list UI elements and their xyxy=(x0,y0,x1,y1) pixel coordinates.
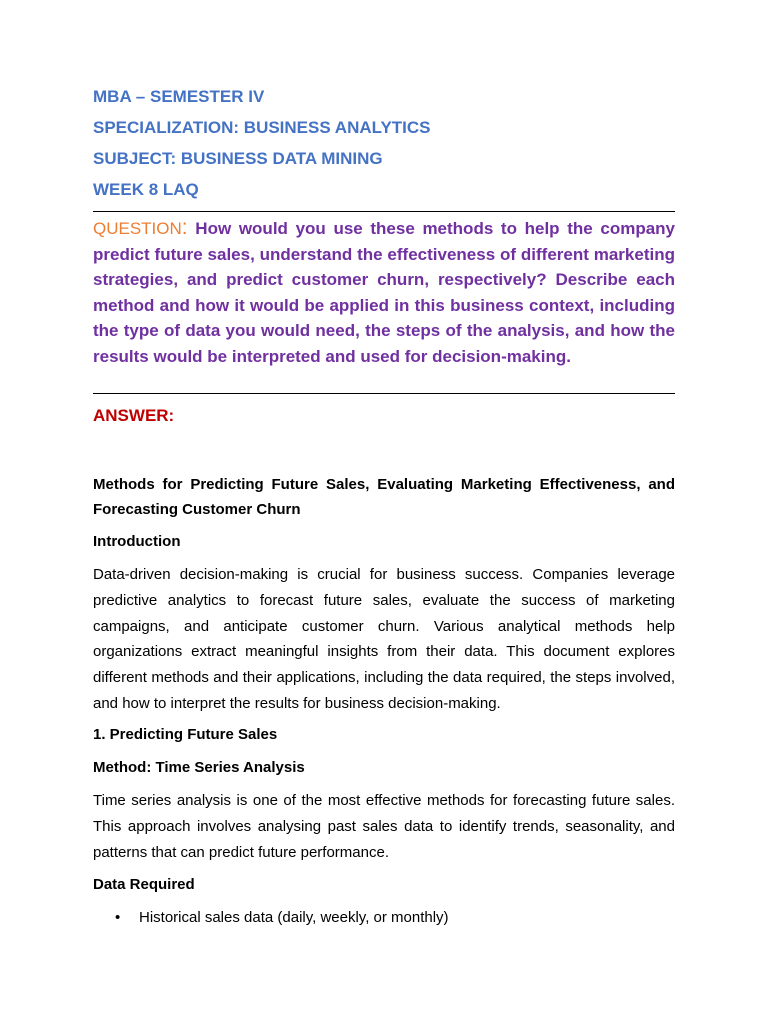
subject-heading: SUBJECT: BUSINESS DATA MINING xyxy=(93,149,383,168)
introduction-paragraph: Data-driven decision-making is crucial for business success. Companies leverage predictive analytics to forecast future sales, evaluate the success of marketing campaigns, and anticipate customer churn. Various analytical methods help organizations extract meaningful insights from their data. This document explores different methods and their applications, including the data required, the steps involved, and how to interpret the results for business decision-making. xyxy=(93,566,675,712)
question-bottom-rule xyxy=(93,393,675,394)
introduction-heading: Introduction xyxy=(93,533,181,550)
question-text: How would you use these methods to help the company predict future sales, understand the effectiveness of different marketing strategies, and predict customer churn, respectively? Describe each method and how it would be applied in this business context, including the type of data you would need, the steps of the analysis, and how the results would be interpreted and used for decision-making. xyxy=(93,219,675,366)
bullet-icon: • xyxy=(115,909,121,926)
week-heading: WEEK 8 LAQ xyxy=(93,180,199,199)
specialization-heading: SPECIALIZATION: BUSINESS ANALYTICS xyxy=(93,118,431,137)
section-1-heading: 1. Predicting Future Sales xyxy=(93,726,278,743)
question-label: QUESTION: xyxy=(93,216,188,239)
question-block xyxy=(93,215,675,370)
data-required-heading: Data Required xyxy=(93,876,195,893)
document-title: Methods for Predicting Future Sales, Evaluating Marketing Effectiveness, and Forecasting Customer Churn xyxy=(93,476,675,518)
method-heading: Method: Time Series Analysis xyxy=(93,759,305,776)
method-paragraph: Time series analysis is one of the most effective methods for forecasting future sales. This approach involves analysing past sales data to identify trends, seasonality, and patterns that can predict future performance. xyxy=(93,792,675,861)
list-item xyxy=(115,909,449,926)
program-heading: MBA – SEMESTER IV xyxy=(93,87,265,106)
list-item-text: Historical sales data (daily, weekly, or monthly) xyxy=(139,909,449,926)
question-top-rule xyxy=(93,211,675,212)
answer-label: ANSWER: xyxy=(93,406,175,425)
